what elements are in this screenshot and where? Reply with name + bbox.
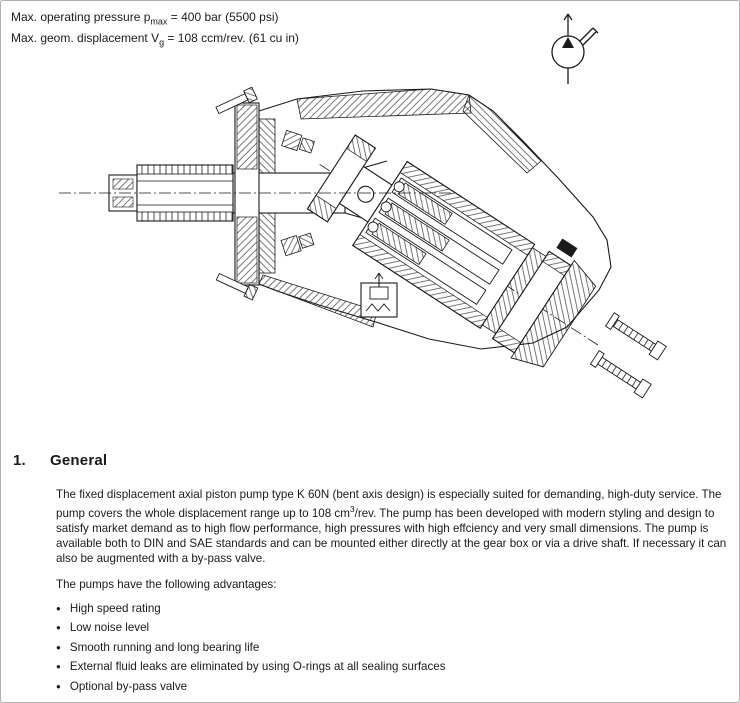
advantage-item: ● External fluid leaks are eliminated by using O-rings at all sealing surfaces xyxy=(56,660,446,674)
general-paragraph: The fixed displacement axial piston pump type K 60N (bent axis design) is especially suited for demanding, high-duty service. The pump covers the whole displacement range up to 108 $cm^3$/rev. The pump has been developed with modern styling and design to satisfy market demand as to high flow performance, high pressures with high effciency and very small dimensions. The pump is available both to DIN and SAE standards and can be mounted either directly at the gear box or via a drive shaft. If necessary it can also be augmented with a by-pass valve. xyxy=(56,488,727,565)
section-heading xyxy=(13,452,729,469)
bullet-icon: ● xyxy=(56,603,61,613)
section-body xyxy=(56,487,729,694)
advantage-item: ● Smooth running and long bearing life xyxy=(56,640,260,654)
advantages-list xyxy=(56,602,729,694)
spec-line-displacement: Max. geom. displacement $V_g = 108$ ccm/rev. (61 cu in) xyxy=(11,31,299,48)
spec-block xyxy=(11,9,299,52)
section-number: 1. xyxy=(13,452,26,469)
bullet-icon: ● xyxy=(56,662,61,672)
bullet-icon: ● xyxy=(56,623,61,633)
bullet-icon: ● xyxy=(56,642,61,652)
advantages-intro: The pumps have the following advantages: xyxy=(56,577,277,591)
section-title: General xyxy=(50,452,108,469)
bullet-icon: ● xyxy=(56,681,61,691)
advantage-item: ● High speed rating xyxy=(56,601,161,615)
hydraulic-pump-symbol-icon xyxy=(535,7,605,87)
advantage-item: ● Low noise level xyxy=(56,621,150,635)
advantage-item: ● Optional by-pass valve xyxy=(56,679,188,693)
spec-line-pressure: Max. operating pressure $p_{max} = 400$ bar (5500 psi) xyxy=(11,10,279,27)
general-section xyxy=(13,452,729,699)
pump-cross-section-drawing xyxy=(1,77,740,447)
